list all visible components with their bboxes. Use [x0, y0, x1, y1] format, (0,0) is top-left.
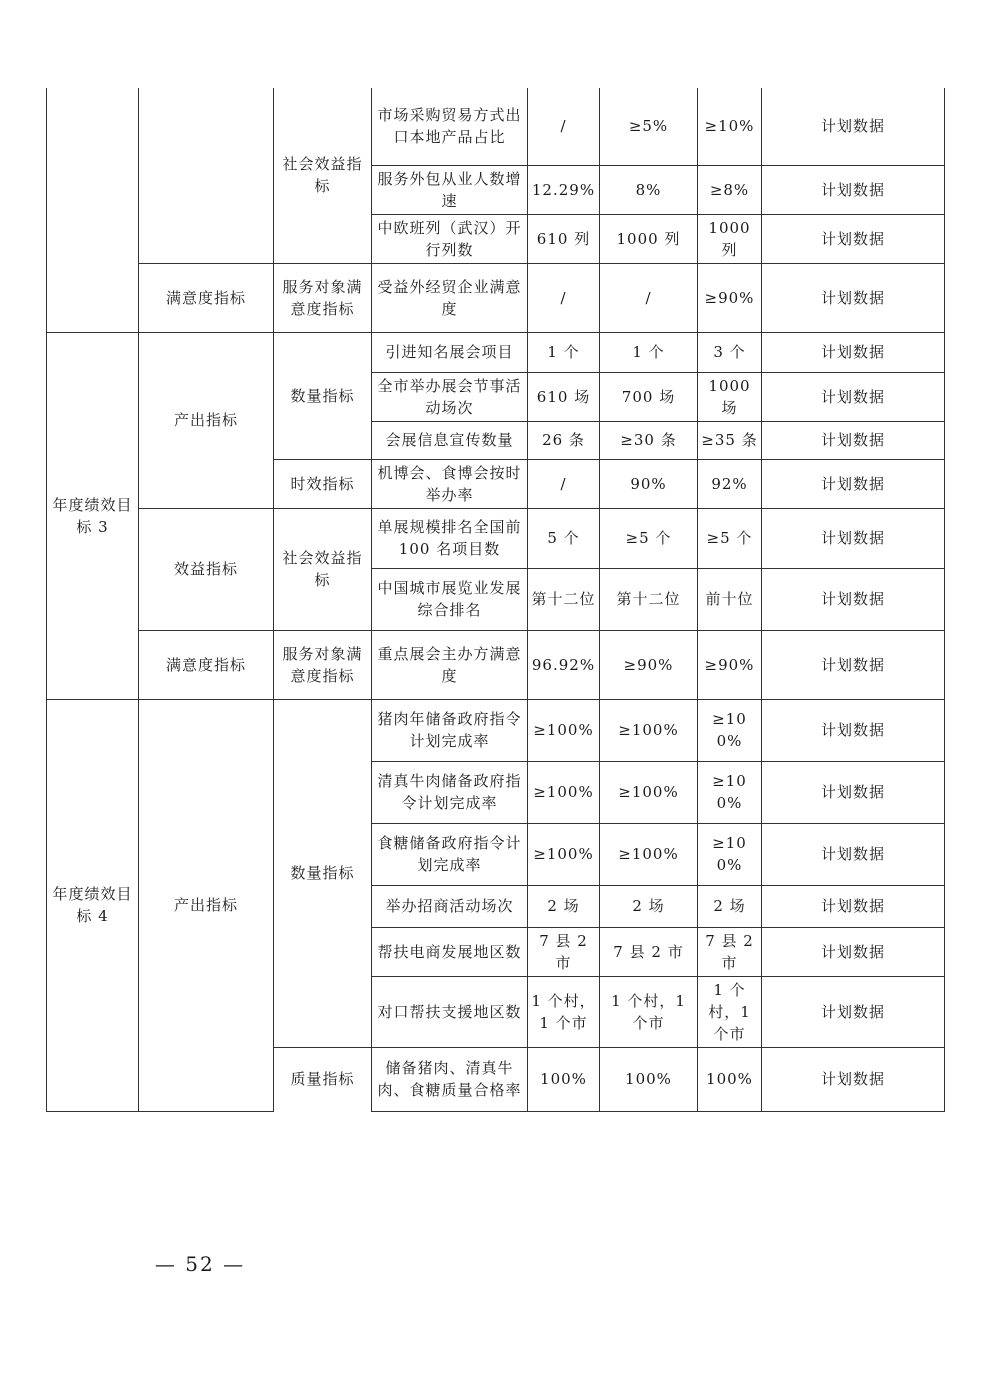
- source-cell: 计划数据: [762, 927, 945, 976]
- source-cell: 计划数据: [762, 699, 945, 761]
- value-cell: ≥35 条: [698, 421, 762, 459]
- indicator-cell: 举办招商活动场次: [372, 885, 528, 927]
- source-cell: 计划数据: [762, 214, 945, 263]
- value-cell: ≥30 条: [600, 421, 698, 459]
- value-cell: 90%: [600, 459, 698, 508]
- indicator-cell: 全市举办展会节事活动场次: [372, 372, 528, 421]
- value-cell: 2 场: [698, 885, 762, 927]
- source-cell: 计划数据: [762, 885, 945, 927]
- value-cell: ≥8%: [698, 165, 762, 214]
- value-cell: 1000 列: [600, 214, 698, 263]
- value-cell: 7 县 2 市: [600, 927, 698, 976]
- level2-cell: 服务对象满意度指标: [274, 263, 372, 332]
- indicator-cell: 猪肉年储备政府指令计划完成率: [372, 699, 528, 761]
- table-row: [47, 699, 945, 761]
- indicator-cell: 引进知名展会项目: [372, 332, 528, 372]
- value-cell: ≥90%: [698, 630, 762, 699]
- goal-cell: 年度绩效目标 3: [47, 332, 139, 699]
- value-cell: ≥100%: [528, 761, 600, 823]
- page-number: — 52 —: [154, 1252, 246, 1276]
- value-cell: 8%: [600, 165, 698, 214]
- value-cell: 610 列: [528, 214, 600, 263]
- source-cell: 计划数据: [762, 568, 945, 630]
- level1-cell: 产出指标: [139, 332, 274, 508]
- value-cell: 2 场: [600, 885, 698, 927]
- indicator-cell: 服务外包从业人数增速: [372, 165, 528, 214]
- value-cell: 1000 场: [698, 372, 762, 421]
- source-cell: 计划数据: [762, 1047, 945, 1111]
- value-cell: 26 条: [528, 421, 600, 459]
- level1-cell: 满意度指标: [139, 630, 274, 699]
- level1-cell: 满意度指标: [139, 263, 274, 332]
- value-cell: 12.29%: [528, 165, 600, 214]
- value-cell: /: [528, 88, 600, 165]
- value-cell: /: [528, 459, 600, 508]
- level2-cell: 数量指标: [274, 699, 372, 1047]
- value-cell: ≥100%: [600, 699, 698, 761]
- indicator-cell: 重点展会主办方满意度: [372, 630, 528, 699]
- value-cell: 92%: [698, 459, 762, 508]
- value-cell: 7 县 2 市: [698, 927, 762, 976]
- value-cell: 700 场: [600, 372, 698, 421]
- value-cell: ≥10%: [698, 88, 762, 165]
- source-cell: 计划数据: [762, 630, 945, 699]
- indicator-cell: 对口帮扶支援地区数: [372, 976, 528, 1047]
- indicator-cell: 会展信息宣传数量: [372, 421, 528, 459]
- value-cell: ≥5 个: [698, 508, 762, 568]
- indicator-cell: 储备猪肉、清真牛肉、食糖质量合格率: [372, 1047, 528, 1111]
- level2-cell: 数量指标: [274, 332, 372, 459]
- level2-cell: 社会效益指标: [274, 508, 372, 630]
- source-cell: 计划数据: [762, 976, 945, 1047]
- source-cell: 计划数据: [762, 332, 945, 372]
- value-cell: 第十二位: [528, 568, 600, 630]
- indicator-cell: 中欧班列（武汉）开行列数: [372, 214, 528, 263]
- value-cell: ≥100%: [698, 699, 762, 761]
- source-cell: 计划数据: [762, 372, 945, 421]
- source-cell: 计划数据: [762, 263, 945, 332]
- value-cell: 96.92%: [528, 630, 600, 699]
- level1-cell: 产出指标: [139, 699, 274, 1111]
- level2-cell: 社会效益指标: [274, 88, 372, 263]
- value-cell: ≥100%: [698, 823, 762, 885]
- value-cell: 610 场: [528, 372, 600, 421]
- value-cell: ≥100%: [600, 761, 698, 823]
- value-cell: /: [528, 263, 600, 332]
- value-cell: 1 个: [528, 332, 600, 372]
- value-cell: 100%: [698, 1047, 762, 1111]
- source-cell: 计划数据: [762, 88, 945, 165]
- indicator-cell: 帮扶电商发展地区数: [372, 927, 528, 976]
- value-cell: 1 个: [600, 332, 698, 372]
- value-cell: 100%: [528, 1047, 600, 1111]
- indicator-cell: 受益外经贸企业满意度: [372, 263, 528, 332]
- source-cell: 计划数据: [762, 761, 945, 823]
- performance-table: [46, 88, 945, 1112]
- indicator-cell: 市场采购贸易方式出口本地产品占比: [372, 88, 528, 165]
- value-cell: 100%: [600, 1047, 698, 1111]
- indicator-cell: 机博会、食博会按时举办率: [372, 459, 528, 508]
- value-cell: 1 个村，1 个市: [600, 976, 698, 1047]
- source-cell: 计划数据: [762, 165, 945, 214]
- value-cell: 7 县 2 市: [528, 927, 600, 976]
- level1-cell: 效益指标: [139, 508, 274, 630]
- indicator-cell: 中国城市展览业发展综合排名: [372, 568, 528, 630]
- value-cell: ≥100%: [528, 823, 600, 885]
- value-cell: ≥5%: [600, 88, 698, 165]
- source-cell: 计划数据: [762, 459, 945, 508]
- table-row: [47, 88, 945, 165]
- value-cell: ≥100%: [528, 699, 600, 761]
- value-cell: 2 场: [528, 885, 600, 927]
- value-cell: 3 个: [698, 332, 762, 372]
- level2-cell: 服务对象满意度指标: [274, 630, 372, 699]
- level1-cell-continued: [139, 88, 274, 263]
- value-cell: ≥90%: [600, 630, 698, 699]
- goal-cell-continued: [47, 88, 139, 332]
- source-cell: 计划数据: [762, 508, 945, 568]
- value-cell: 1 个村，1 个市: [528, 976, 600, 1047]
- source-cell: 计划数据: [762, 421, 945, 459]
- source-cell: 计划数据: [762, 823, 945, 885]
- value-cell: ≥90%: [698, 263, 762, 332]
- goal-cell: 年度绩效目标 4: [47, 699, 139, 1111]
- level2-cell: 时效指标: [274, 459, 372, 508]
- value-cell: 前十位: [698, 568, 762, 630]
- indicator-cell: 食糖储备政府指令计划完成率: [372, 823, 528, 885]
- value-cell: 1000 列: [698, 214, 762, 263]
- table-row: [47, 630, 945, 699]
- value-cell: 第十二位: [600, 568, 698, 630]
- value-cell: ≥5 个: [600, 508, 698, 568]
- value-cell: /: [600, 263, 698, 332]
- value-cell: ≥100%: [698, 761, 762, 823]
- level2-cell: 质量指标: [274, 1047, 372, 1111]
- table-row: [47, 508, 945, 568]
- value-cell: ≥100%: [600, 823, 698, 885]
- indicator-cell: 清真牛肉储备政府指令计划完成率: [372, 761, 528, 823]
- table-row: [47, 332, 945, 372]
- indicator-cell: 单展规模排名全国前 100 名项目数: [372, 508, 528, 568]
- value-cell: 5 个: [528, 508, 600, 568]
- table-row: [47, 263, 945, 332]
- value-cell: 1 个村，1 个市: [698, 976, 762, 1047]
